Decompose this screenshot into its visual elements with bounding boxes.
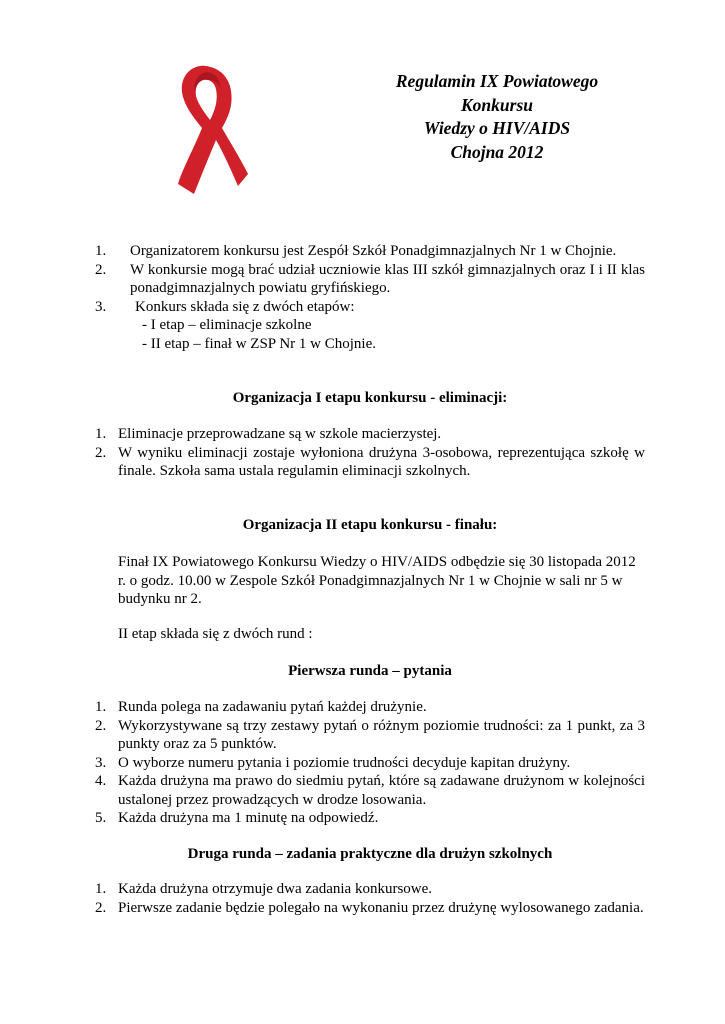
stage1-heading: Organizacja I etapu konkursu - eliminacji: bbox=[232, 390, 508, 406]
intro-list bbox=[95, 242, 645, 353]
list-item: 1. Każda drużyna otrzymuje dwa zadania konkursowe. bbox=[95, 881, 433, 897]
list-item: 4. Każda drużyna ma prawo do siedmiu pytań, które są zadawane drużynom w kolejności ustalonej przez prowadzących w drodze losowania. bbox=[95, 773, 645, 808]
stage1-list bbox=[95, 425, 645, 481]
stage2-paragraph: Finał IX Powiatowego Konkursu Wiedzy o HIV/AIDS odbędzie się 30 listopada 2012 r. o godz. 10.00 w Zespole Szkół Ponadgimnazjalnych Nr 1 w Chojnie w sali nr 5 w budynku nr 2. bbox=[118, 554, 636, 607]
list-item: 2. W konkursie mogą brać udział uczniowie klas III szkół gimnazjalnych oraz I i II klas ponadgimnazjalnych powiatu gryfińskiego. bbox=[95, 261, 645, 296]
stage-line: - I etap – eliminacje szkolne bbox=[142, 317, 312, 333]
round1-list bbox=[95, 698, 645, 828]
round1-heading: Pierwsza runda – pytania bbox=[288, 663, 452, 679]
round2-list bbox=[95, 880, 645, 917]
stage-line: - II etap – finał w ZSP Nr 1 w Chojnie. bbox=[142, 335, 376, 352]
list-item: 3. Konkurs składa się z dwóch etapów: bbox=[95, 298, 355, 315]
list-item: 2. Pierwsze zadanie będzie polegało na wykonaniu przez drużynę wylosowanego zadania. bbox=[95, 899, 644, 916]
list-item: 1. Organizatorem konkursu jest Zespół Szkół Ponadgimnazjalnych Nr 1 w Chojnie. bbox=[95, 243, 617, 259]
list-item: 2. W wyniku eliminacji zostaje wyłoniona drużyna 3-osobowa, reprezentująca szkołę w finale. Szkoła sama ustala regulamin eliminacji szkolnych. bbox=[95, 444, 645, 479]
title-line-4: Chojna 2012 bbox=[450, 141, 544, 162]
red-ribbon-icon bbox=[168, 62, 248, 197]
rounds-intro: II etap składa się z dwóch rund : bbox=[118, 626, 313, 642]
list-item: 5. Każda drużyna ma 1 minutę na odpowiedź. bbox=[95, 810, 379, 826]
list-item: 3. O wyborze numeru pytania i poziomie trudności decyduje kapitan drużyny. bbox=[95, 754, 571, 771]
title-line-2: Konkursu bbox=[461, 94, 533, 115]
round2-heading: Druga runda – zadania praktyczne dla drużyn szkolnych bbox=[187, 846, 553, 862]
stage2-heading: Organizacja II etapu konkursu - finału: bbox=[242, 517, 498, 533]
list-item: 1. Runda polega na zadawaniu pytań każdej drużynie. bbox=[95, 699, 427, 715]
list-item: 1. Eliminacje przeprowadzane są w szkole macierzystej. bbox=[95, 426, 442, 442]
list-item: 2. Wykorzystywane są trzy zestawy pytań o różnym poziomie trudności: za 1 punkt, za 3 punkty oraz za 5 punktów. bbox=[95, 717, 645, 752]
document-title bbox=[370, 70, 624, 164]
title-line-3: Wiedzy o HIV/AIDS bbox=[423, 118, 571, 138]
title-line-1: Regulamin IX Powiatowego bbox=[395, 71, 599, 91]
